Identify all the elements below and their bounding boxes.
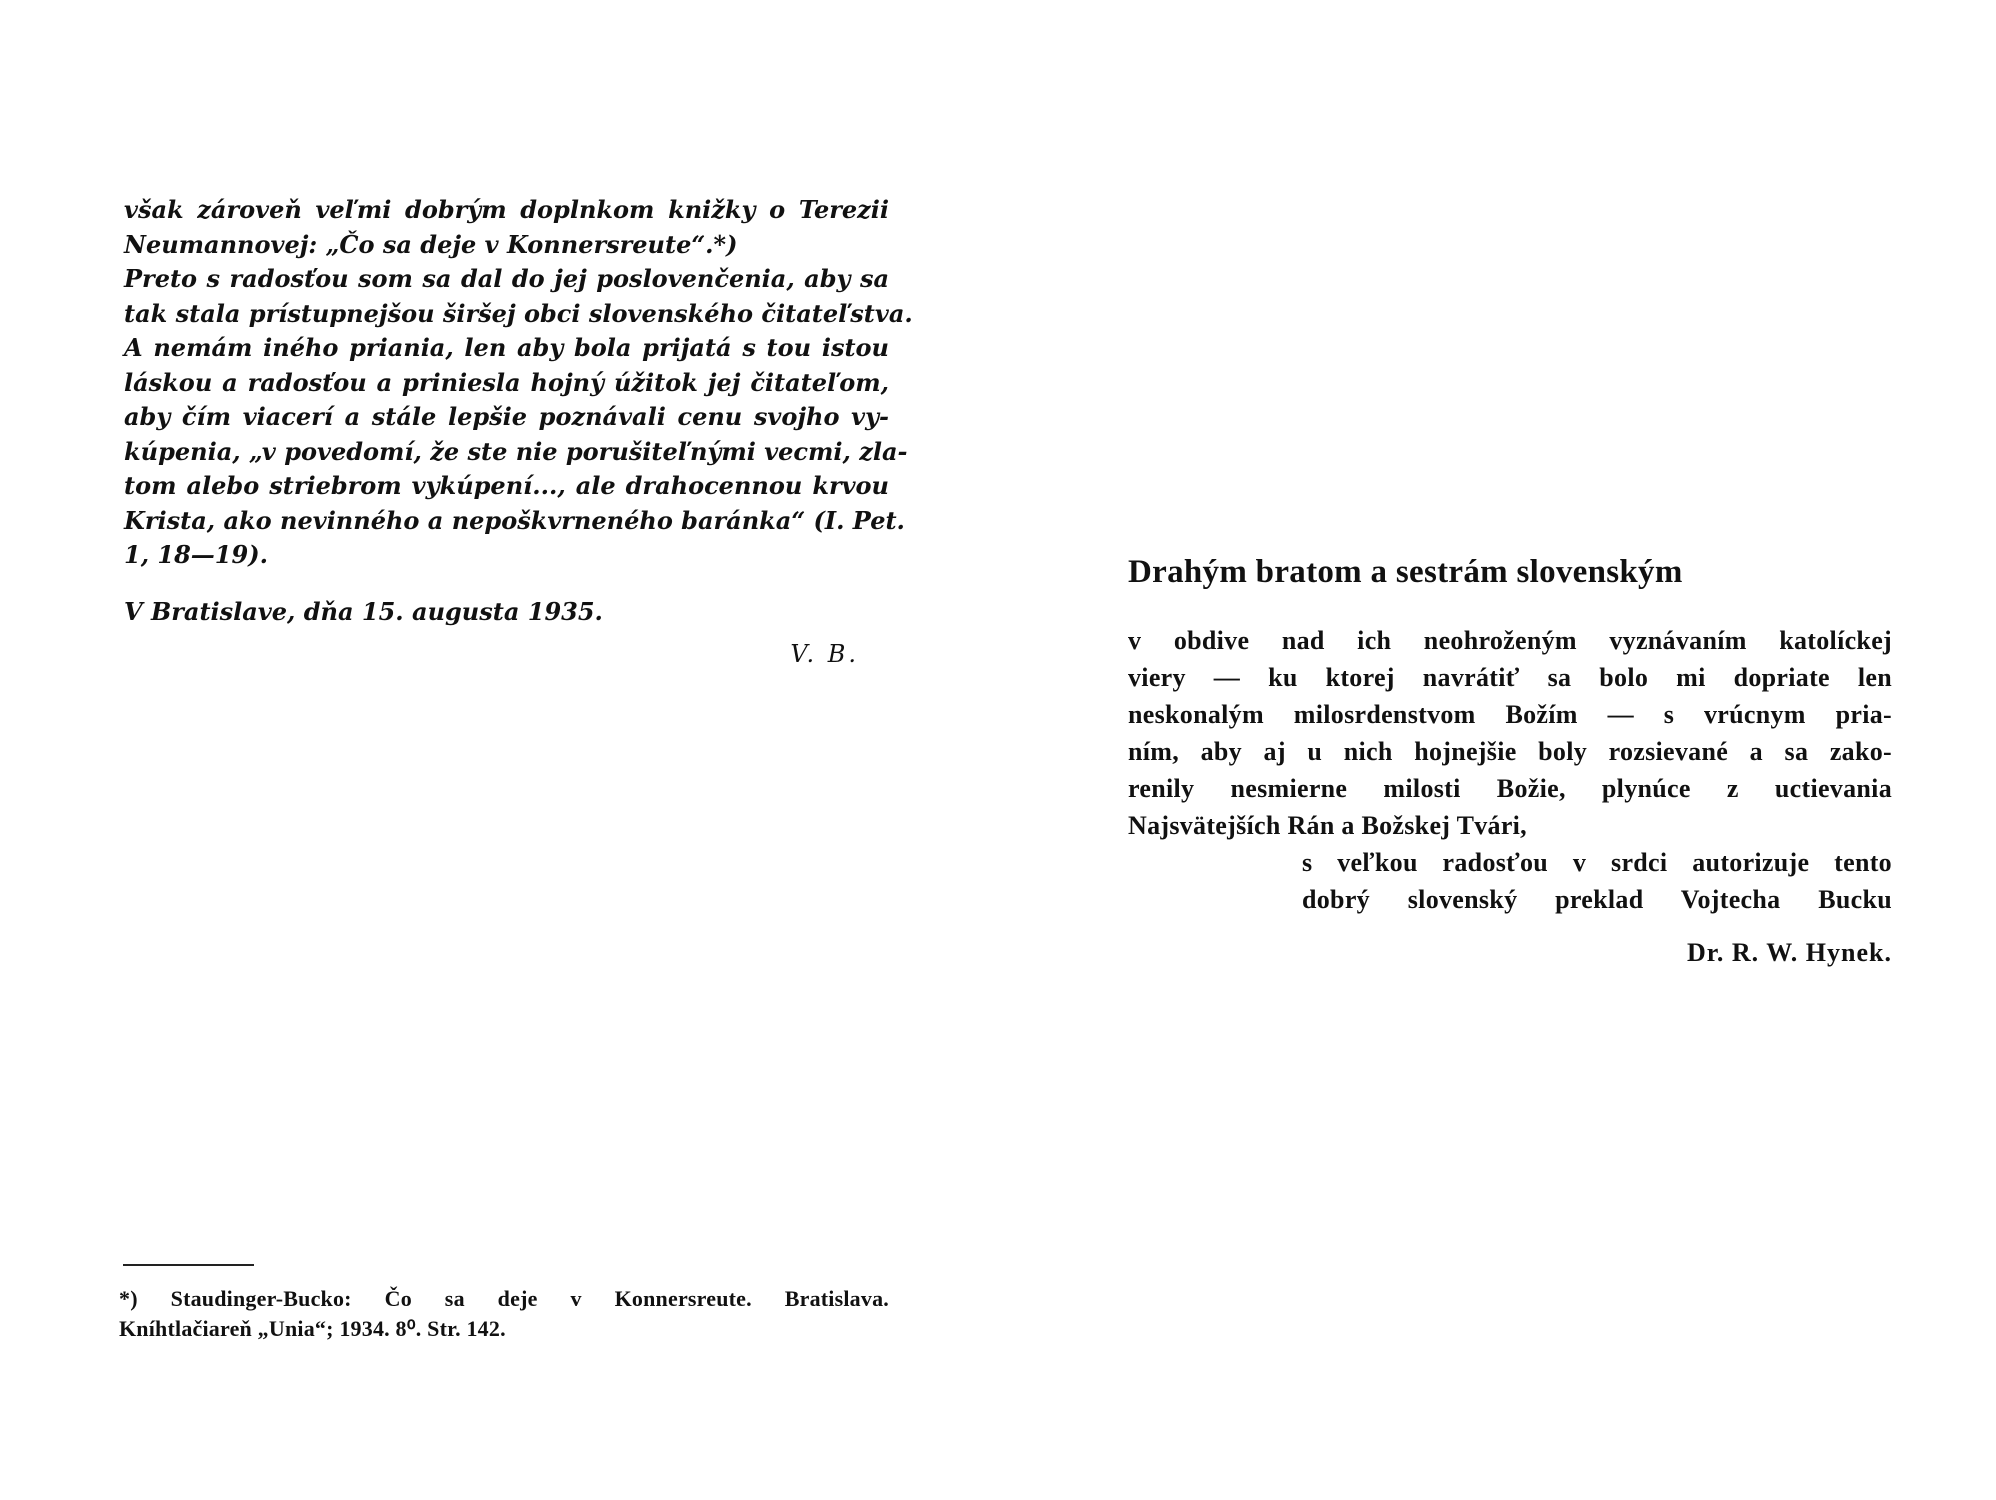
body-line: Najsvätejších Rán a Božskej Tvári, (1128, 811, 1527, 840)
body-line: renily nesmierne milosti Božie, plynúce z uctievania (1128, 774, 1892, 803)
footnote (119, 1284, 889, 1344)
right-page (998, 0, 1996, 1500)
body-line: v obdive nad ich neohroženým vyznávaním katolíckej (1128, 626, 1892, 655)
body-line: láskou a radosťou a priniesla hojný úžitok jej čitateľom, (124, 367, 889, 397)
body-line: A nemám iného priania, len aby bola prijatá s tou istou (124, 333, 889, 362)
left-page-body (124, 193, 913, 672)
body-line: viery — ku ktorej navrátiť sa bolo mi dopriate len (1128, 663, 1892, 692)
footnote-line: Kníhtlačiareň „Unia“; 1934. 8⁰. Str. 142. (119, 1316, 506, 1341)
place-date: V Bratislave, dňa 15. augusta 1935. (124, 596, 603, 626)
author-signature: Dr. R. W. Hynek. (1686, 938, 1892, 967)
body-line: neskonalým milosrdenstvom Božím — s vrúcnym pria- (1128, 700, 1892, 729)
body-line: aby čím viacerí a stále lepšie poznávali cenu svojho vy- (124, 402, 889, 431)
body-line: 1, 18—19). (124, 540, 268, 569)
closing-line: s veľkou radosťou v srdci autorizuje tento (1302, 848, 1892, 877)
footnote-line: *) Staudinger-Bucko: Čo sa deje v Konnersreute. Bratislava. (119, 1286, 889, 1311)
body-line: kúpenia, „v povedomí, že ste nie porušiteľnými vecmi, zla- (124, 436, 908, 466)
dedication-body (1128, 622, 1892, 918)
dedication-title: Drahým bratom a sestrám slovenským (1128, 554, 1683, 590)
body-line: však zároveň veľmi dobrým doplnkom knižky o Terezii (124, 195, 889, 224)
body-line: tak stala prístupnejšou širšej obci slovenského čitateľstva. (124, 298, 913, 328)
body-line: Neumannovej: „Čo sa deje v Konnersreute“.*) (124, 229, 738, 259)
closing-line: dobrý slovenský preklad Vojtecha Bucku (1302, 885, 1892, 914)
body-line: Preto s radosťou som sa dal do jej poslovenčenia, aby sa (124, 264, 889, 293)
body-line: ním, aby aj u nich hojnejšie boly rozsievané a sa zako- (1128, 737, 1892, 766)
body-line: Krista, ako nevinného a nepoškvrneného baránka“ (I. Pet. (124, 505, 905, 535)
translator-signature: V. B. (790, 640, 859, 668)
body-line: tom alebo striebrom vykúpení..., ale drahocennou krvou (124, 471, 889, 500)
footnote-divider (123, 1264, 254, 1266)
